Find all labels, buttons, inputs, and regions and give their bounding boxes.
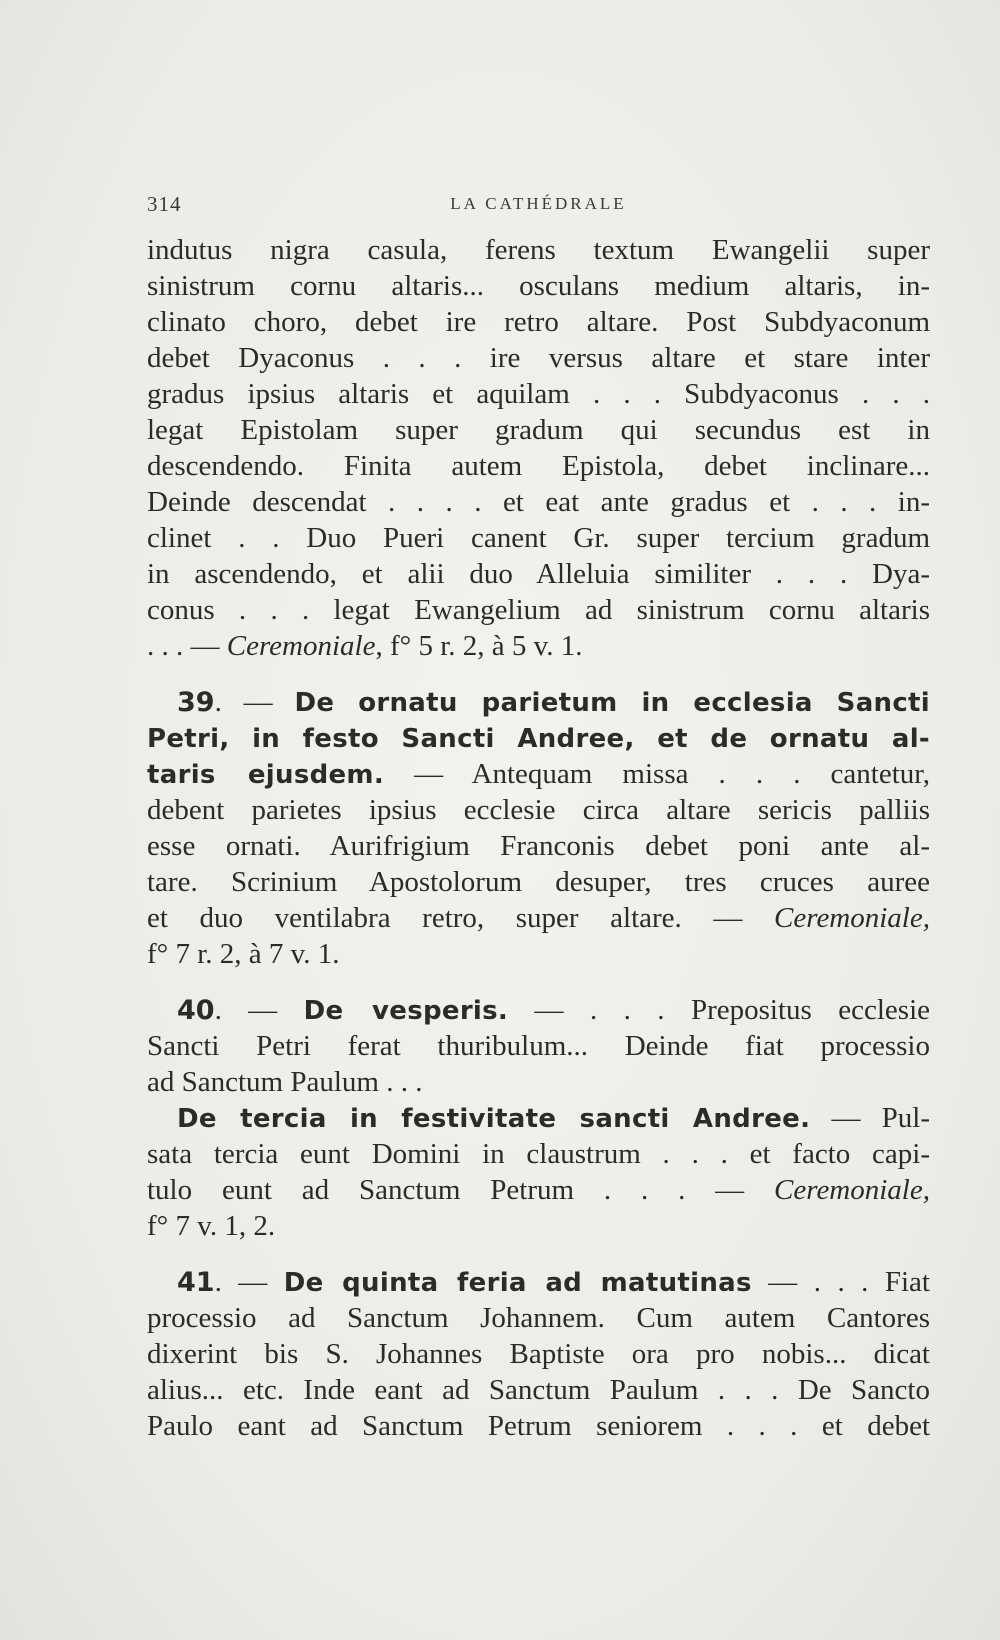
- separator: . —: [214, 1266, 284, 1298]
- section-text: — . . . Prepositus ecclesie: [508, 994, 930, 1026]
- page-number: 314: [147, 192, 182, 216]
- text-line: Paulo eant ad Sanctum Petrum seniorem . . . et debet: [147, 1410, 930, 1442]
- text-line: in ascendendo, et alii duo Alleluia similiter . . . Dya-: [147, 558, 930, 590]
- section-text: — . . . Fiat: [751, 1266, 930, 1298]
- text-line: processio ad Sanctum Johannem. Cum autem Cantores: [147, 1302, 930, 1334]
- text-line: esse ornati. Aurifrigium Franconis debet poni ante al-: [147, 830, 930, 862]
- section-41-heading: [147, 1264, 930, 1300]
- section-title: De tercia in festivitate sancti Andree.: [177, 1104, 811, 1134]
- citation-title: Ceremoniale,: [774, 902, 930, 934]
- section-number: 40: [177, 995, 215, 1026]
- section-40-heading: [147, 992, 930, 1028]
- section-text: — Pul-: [810, 1102, 930, 1134]
- text-line: tare. Scrinium Apostolorum desuper, tres cruces auree: [147, 866, 930, 898]
- section-title: De ornatu parietum in ecclesia Sancti: [294, 688, 931, 718]
- text-line: ad Sanctum Paulum . . .: [147, 1066, 423, 1098]
- text-line: [147, 756, 930, 792]
- section-title: De quinta feria ad matutinas: [283, 1268, 752, 1298]
- text-line: sinistrum cornu altaris... osculans medium altaris, in-: [147, 270, 930, 302]
- citation-ref: , f° 5 r. 2, à 5 v. 1.: [375, 630, 583, 662]
- subsection-heading: [147, 1100, 930, 1136]
- text-line: [147, 900, 930, 936]
- text-line: alius... etc. Inde eant ad Sanctum Paulum . . . De Sancto: [147, 1374, 930, 1406]
- text-line: debet Dyaconus . . . ire versus altare et stare inter: [147, 342, 930, 374]
- section-text: et duo ventilabra retro, super altare. —: [147, 902, 775, 934]
- text-line: [147, 1172, 930, 1208]
- ellipsis-dash: . . . —: [147, 630, 227, 662]
- text-line: Deinde descendat . . . . et eat ante gradus et . . . in-: [147, 486, 930, 518]
- separator: . —: [214, 686, 295, 718]
- text-line: legat Epistolam super gradum qui secundus est in: [147, 414, 930, 446]
- text-line: [147, 628, 930, 664]
- running-head: LA CATHÉDRALE: [450, 194, 627, 213]
- text-line: clinato choro, debet ire retro altare. Post Subdyaconum: [147, 306, 930, 338]
- text-line: f° 7 v. 1, 2.: [147, 1210, 276, 1242]
- section-title: Petri, in festo Sancti Andree, et de ornatu al-: [147, 724, 930, 754]
- text-line: gradus ipsius altaris et aquilam . . . Subdyaconus . . .: [147, 378, 930, 410]
- text-line: descendendo. Finita autem Epistola, debet inclinare...: [147, 450, 930, 482]
- text-line: sata tercia eunt Domini in claustrum . . . et facto capi-: [147, 1138, 930, 1170]
- citation-title: Ceremoniale: [226, 630, 376, 662]
- text-line: dixerint bis S. Johannes Baptiste ora pro nobis... dicat: [147, 1338, 930, 1370]
- separator: . —: [214, 994, 304, 1026]
- text-line: indutus nigra casula, ferens textum Ewangelii super: [147, 234, 930, 266]
- section-number: 41: [177, 1267, 215, 1298]
- body-text: [147, 232, 930, 1444]
- text-line: Sancti Petri ferat thuribulum... Deinde fiat processio: [147, 1030, 930, 1062]
- text-line: [147, 720, 930, 756]
- page-header: [147, 192, 930, 222]
- section-title: De vesperis.: [303, 996, 509, 1026]
- section-text: — Antequam missa . . . cantetur,: [384, 758, 931, 790]
- section-title: taris ejusdem.: [147, 760, 385, 790]
- text-line: f° 7 r. 2, à 7 v. 1.: [147, 938, 340, 970]
- section-39-heading: [147, 684, 930, 720]
- section-number: 39: [177, 687, 215, 718]
- text-line: clinet . . Duo Pueri canent Gr. super tercium gradum: [147, 522, 930, 554]
- text-line: conus . . . legat Ewangelium ad sinistrum cornu altaris: [147, 594, 930, 626]
- citation-title: Ceremoniale,: [774, 1174, 930, 1206]
- text-line: debent parietes ipsius ecclesie circa altare sericis palliis: [147, 794, 930, 826]
- section-text: tulo eunt ad Sanctum Petrum . . . —: [147, 1174, 775, 1206]
